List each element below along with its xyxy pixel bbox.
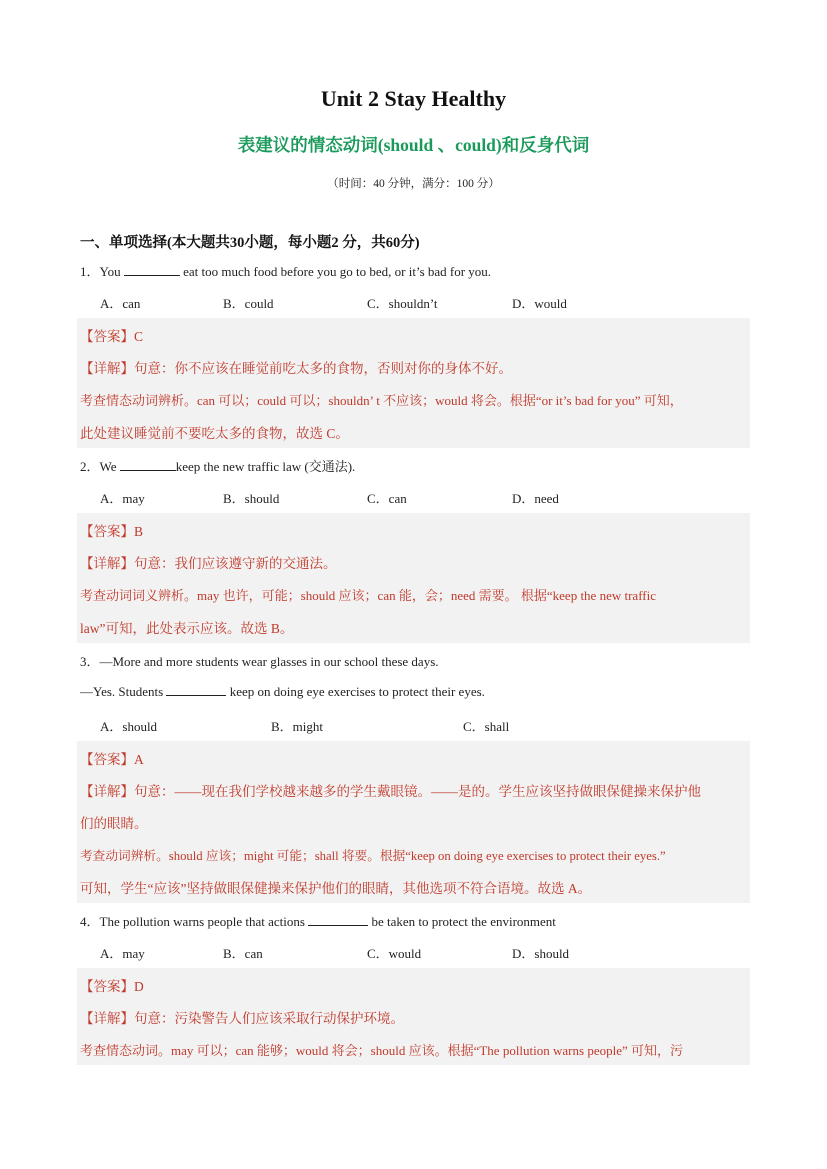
question-1-detail-line: 考查情态动词辨析。can 可以；could 可以；shouldn’ t 不应该；would 将会。根据“or it’s bad for you” 可知， [80, 393, 683, 408]
question-2-stem: 2．We keep the new traffic law (交通法). [80, 459, 356, 474]
answer-blank [308, 913, 368, 926]
question-3-detail-line: 考查动词辨析。should 应该；might 可能；shall 将要。根据“keep on doing eye exercises to protect their eyes.” [80, 849, 666, 863]
section-heading: 一、单项选择(本大题共30小题，每小题2 分，共60分) [80, 235, 420, 251]
question-4-answer: 【答案】D [80, 979, 144, 994]
exam-meta: （时间：40 分钟，满分：100 分） [327, 178, 500, 190]
answer-blank [120, 458, 176, 471]
question-2-detail-line: law”可知，此处表示应该。故选 B。 [80, 621, 294, 636]
question-2-detail-line: 【详解】句意：我们应该遵守新的交通法。 [80, 556, 337, 571]
question-1-detail-line: 此处建议睡觉前不要吃太多的食物，故选 C。 [80, 426, 349, 441]
question-3-stem-response: —Yes. Students keep on doing eye exercises to protect their eyes. [80, 684, 485, 699]
question-1-detail-line: 【详解】句意：你不应该在睡觉前吃太多的食物，否则对你的身体不好。 [80, 361, 512, 376]
page-title: Unit 2 Stay Healthy [320, 86, 507, 111]
answer-blank [124, 263, 180, 276]
question-2-answer: 【答案】B [80, 524, 144, 539]
answer-blank [166, 683, 226, 696]
question-4-option-d: D．should [512, 946, 570, 961]
question-4-detail-line: 考查情态动词。may 可以；can 能够；would 将会；should 应该。根据“The pollution warns people” 可知，污 [80, 1043, 683, 1058]
question-3-answer: 【答案】A [80, 752, 144, 767]
question-3-option-b: B．might [271, 719, 324, 734]
question-3-option-c: C．shall [463, 719, 510, 734]
question-4-option-a: A．may [100, 946, 145, 961]
question-2-option-b: B．should [223, 491, 280, 506]
question-4-option-b: B．can [223, 946, 263, 961]
question-3-detail-line: 【详解】句意：——现在我们学校越来越多的学生戴眼镜。——是的。学生应该坚持做眼保健操来保护他 [80, 784, 701, 799]
question-1-option-c: C．shouldn’t [367, 296, 438, 311]
question-4-option-c: C．would [367, 946, 422, 961]
question-2-option-a: A．may [100, 491, 145, 506]
question-2-option-c: C．can [367, 491, 407, 506]
question-3-detail-line: 可知，学生“应该”坚持做眼保健操来保护他们的眼睛，其他选项不符合语境。故选 A。 [80, 881, 592, 896]
question-4-stem: 4．The pollution warns people that actions be taken to protect the environment [80, 914, 556, 929]
question-1-option-d: D．would [512, 296, 567, 311]
question-2-detail-line: 考查动词词义辨析。may 也许，可能；should 应该；can 能，会；need 需要。 根据“keep the new traffic [80, 588, 656, 603]
question-1-option-b: B．could [223, 296, 274, 311]
question-4-detail-line: 【详解】句意：污染警告人们应该采取行动保护环境。 [80, 1011, 404, 1026]
question-2-option-d: D．need [512, 491, 559, 506]
question-3-stem: 3．—More and more students wear glasses in our school these days. [80, 654, 439, 669]
question-1-answer: 【答案】C [80, 329, 144, 344]
question-3-option-a: A．should [100, 719, 158, 734]
question-3-detail-line: 们的眼睛。 [80, 816, 148, 831]
question-1-stem: 1．You eat too much food before you go to bed, or it’s bad for you. [80, 264, 492, 279]
page-subtitle: 表建议的情态动词(should 、could)和反身代词 [237, 135, 590, 155]
question-1-option-a: A．can [100, 296, 141, 311]
